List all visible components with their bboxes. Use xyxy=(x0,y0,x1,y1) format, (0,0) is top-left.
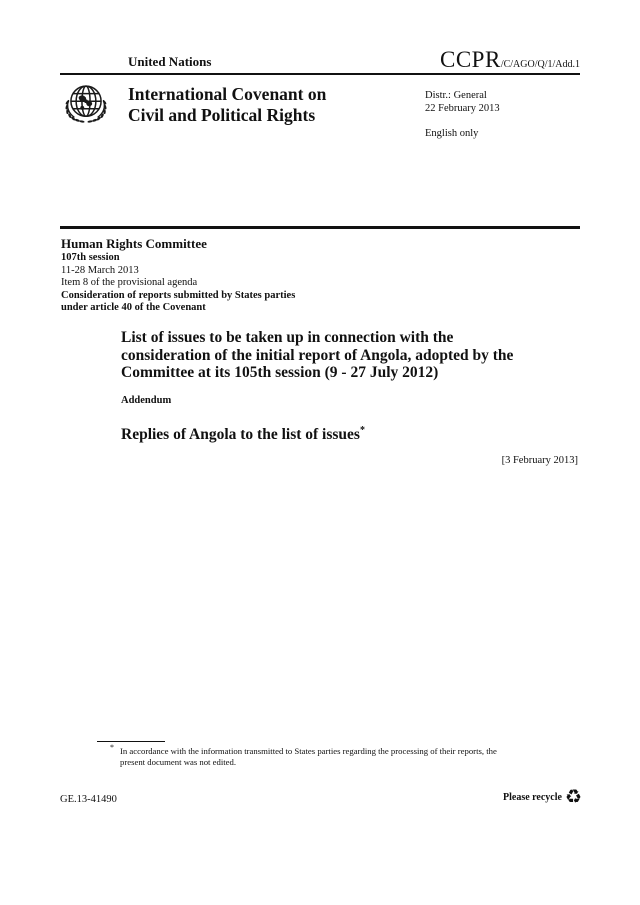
date-received: [3 February 2013] xyxy=(501,455,578,466)
header-rule xyxy=(60,73,580,75)
addendum-label: Addendum xyxy=(121,395,172,406)
committee-agenda-item: Item 8 of the provisional agenda xyxy=(61,277,198,289)
footnote-reference: * xyxy=(359,425,365,436)
distr-line: Distr.: General xyxy=(425,90,487,101)
committee-dates: 11-28 March 2013 xyxy=(61,264,139,276)
committee-session: 107th session xyxy=(61,252,120,263)
un-emblem-icon xyxy=(57,78,115,136)
replies-title xyxy=(121,425,365,444)
doc-symbol xyxy=(440,47,580,73)
committee-block xyxy=(61,235,295,315)
document-code: GE.13-41490 xyxy=(60,794,117,805)
covenant-title-line2: Civil and Political Rights xyxy=(128,105,316,125)
language-line: English only xyxy=(425,128,479,139)
org-name: United Nations xyxy=(128,54,212,69)
footnote-marker: * xyxy=(110,743,114,752)
footnote-rule xyxy=(97,741,165,742)
replies-title-text: Replies of Angola to the list of issues xyxy=(121,426,360,444)
committee-name: Human Rights Committee xyxy=(61,236,207,251)
doc-symbol-suffix: /C/AGO/Q/1/Add.1 xyxy=(500,59,580,70)
covenant-title xyxy=(128,84,326,126)
distribution-info xyxy=(425,89,500,115)
recycle-note xyxy=(503,788,582,807)
document-title: List of issues to be taken up in connection with the consideration of the initial report of Angola, adopted by the Committee at its 105th session (9 - 27 July 2012) xyxy=(121,329,514,382)
agenda-title-line1: Consideration of reports submitted by States parties xyxy=(61,289,296,301)
recycle-icon: ♻ xyxy=(564,786,582,808)
covenant-title-line1: International Covenant on xyxy=(128,84,327,104)
doc-symbol-main: CCPR xyxy=(440,47,501,72)
recycle-label: Please recycle xyxy=(503,792,562,803)
agenda-title-line2: under article 40 of the Covenant xyxy=(61,302,206,314)
footnote-text: In accordance with the information transmitted to States parties regarding the processing of their reports, the present document was not edited. xyxy=(120,746,497,767)
section-rule xyxy=(60,226,580,229)
date-line: 22 February 2013 xyxy=(425,103,500,114)
